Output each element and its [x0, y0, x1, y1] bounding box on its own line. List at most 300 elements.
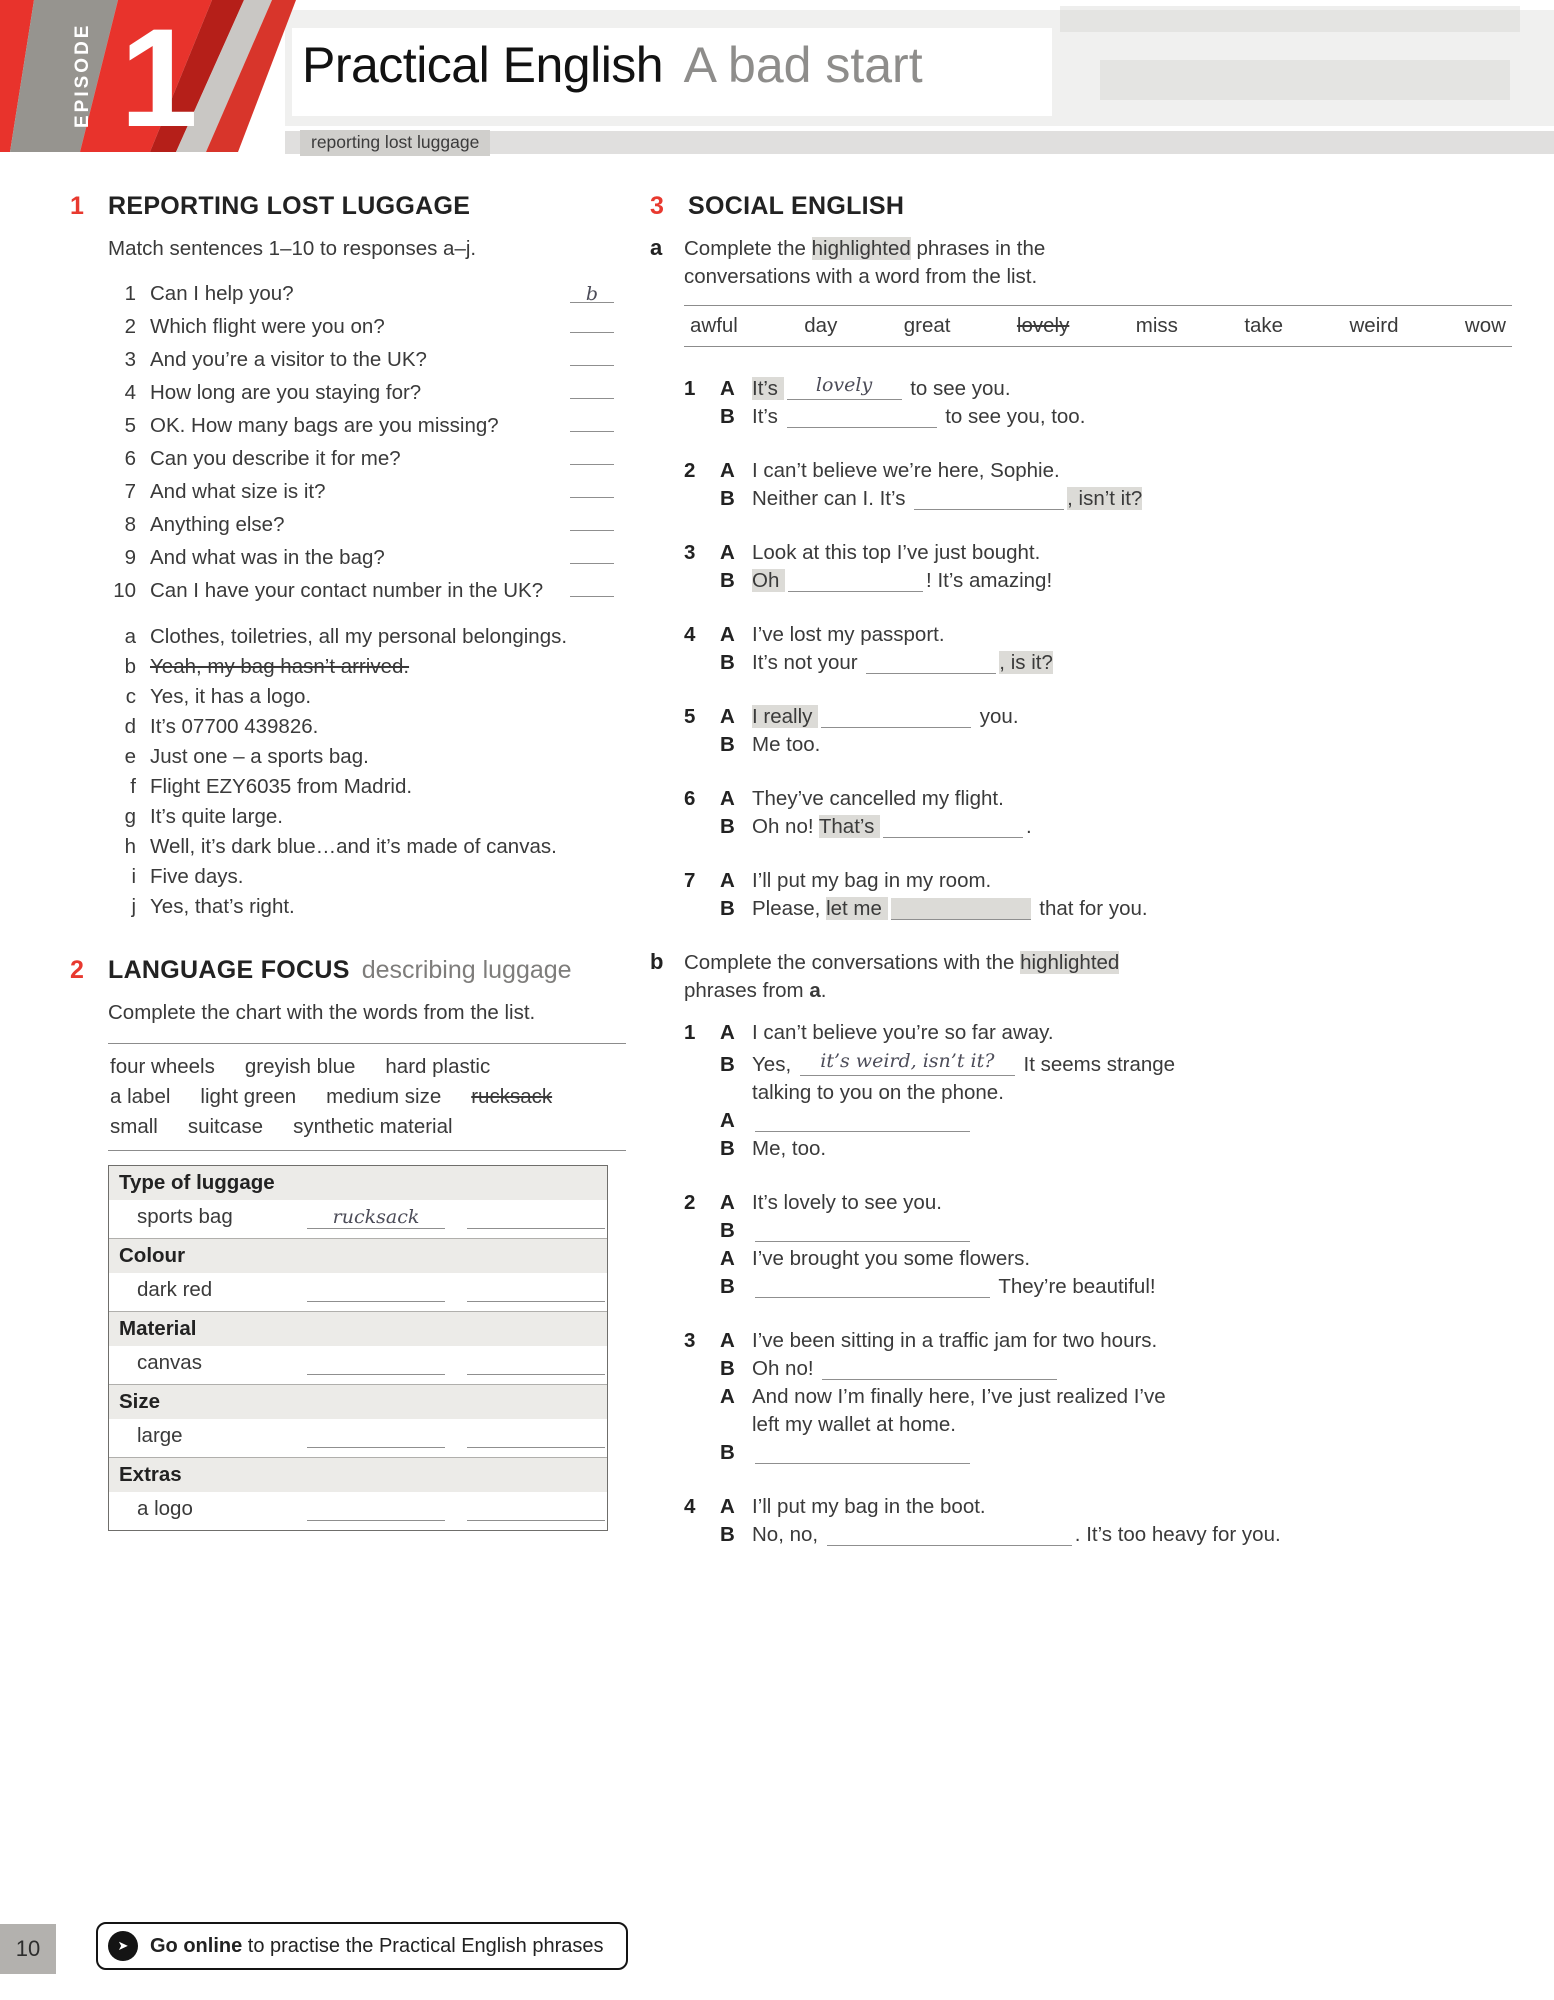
dialog — [684, 867, 1512, 923]
speaker-label: A — [720, 1191, 735, 1214]
page-number: 10 — [0, 1924, 56, 1974]
text-segment: I’ve been sitting in a traffic jam for two hours. — [752, 1329, 1158, 1352]
speaker-label: B — [720, 651, 735, 674]
dialog-number: 7 — [684, 869, 696, 892]
word-list-line — [110, 1112, 624, 1142]
text-segment: No, no, — [752, 1523, 824, 1546]
dialog-text — [752, 1245, 1512, 1273]
word-item: lovely — [1016, 314, 1070, 337]
dialog-text — [752, 1327, 1512, 1355]
dialog-line — [684, 1439, 1512, 1467]
section2-number: 2 — [70, 956, 84, 984]
dialog-line — [684, 731, 1512, 759]
text-segment: Oh — [752, 569, 786, 592]
text-segment: , is it? — [999, 651, 1053, 674]
dialog-text — [752, 371, 1512, 403]
dialog-line — [684, 1107, 1512, 1135]
word-item: four wheels — [110, 1055, 215, 1078]
speaker-label: A — [720, 541, 735, 564]
dialog — [684, 371, 1512, 431]
dialog-number: 2 — [684, 459, 696, 482]
dialog-text — [752, 731, 1512, 759]
text-segment: I really — [752, 705, 819, 728]
dialog-number: 2 — [684, 1191, 696, 1214]
section3-heading — [650, 192, 1512, 221]
speaker-label: B — [720, 1219, 735, 1242]
dialog-text — [752, 1273, 1512, 1301]
dialog-number: 3 — [684, 1329, 696, 1352]
dialog-number: 1 — [684, 1021, 696, 1044]
match-answer-blank — [570, 441, 614, 465]
text-segment: They’re beautiful! — [993, 1275, 1156, 1298]
question-text: And what size is it? — [150, 480, 326, 503]
dialog-line — [684, 703, 1512, 731]
dialog — [684, 1493, 1512, 1549]
text-segment: phrases from — [684, 979, 810, 1002]
dialog-line — [684, 895, 1512, 923]
question-number: 3 — [124, 348, 136, 371]
dialog-line — [684, 1355, 1512, 1383]
text-segment: It’s lovely to see you. — [752, 1191, 942, 1214]
chart-blank — [467, 1497, 605, 1521]
dialog-line — [684, 1245, 1512, 1273]
speaker-label: A — [720, 459, 735, 482]
dialog-line — [684, 485, 1512, 513]
response-row — [108, 712, 614, 742]
part-a-body — [684, 305, 1512, 923]
response-row — [108, 682, 614, 712]
speaker-label: B — [720, 1053, 735, 1076]
chart-blank — [307, 1424, 445, 1448]
response-text: Clothes, toiletries, all my personal belongings. — [150, 625, 568, 648]
text-segment: Oh no! — [752, 815, 819, 838]
part-a-label: a — [650, 235, 663, 260]
text-segment: I can’t believe you’re so far away. — [752, 1021, 1054, 1044]
text-segment: . — [820, 979, 827, 1002]
word-item: greyish blue — [244, 1055, 356, 1078]
speaker-label: A — [720, 1385, 735, 1408]
question-text: Anything else? — [150, 513, 285, 536]
chart-data-row — [109, 1200, 607, 1238]
text-segment: . — [1026, 815, 1032, 838]
text-segment: Complete the — [684, 237, 812, 260]
dialog — [684, 621, 1512, 677]
chart-example: dark red — [137, 1278, 213, 1301]
speaker-label: A — [720, 1329, 735, 1352]
dialog-text — [752, 1135, 1512, 1163]
match-answer-blank — [570, 507, 614, 531]
go-online-banner — [96, 1922, 628, 1970]
speaker-label: A — [720, 623, 735, 646]
dialog — [684, 539, 1512, 595]
question-number: 4 — [124, 381, 136, 404]
text-segment: Me too. — [752, 733, 821, 756]
text-segment: Neither can I. It’s — [752, 487, 912, 510]
dialog-line — [684, 1273, 1512, 1301]
dialog-text — [752, 703, 1512, 731]
text-segment: And now I’m finally here, I’ve just realized I’ve — [752, 1385, 1166, 1408]
dialog-line — [684, 813, 1512, 841]
dialog-text — [752, 813, 1512, 841]
chart-blank — [467, 1351, 605, 1375]
chart-blank — [467, 1205, 605, 1229]
answer-blank — [822, 1358, 1057, 1380]
chart-data-row — [109, 1273, 607, 1311]
dialog-text — [752, 1355, 1512, 1383]
text-segment: let me — [826, 897, 888, 920]
question-text: And you’re a visitor to the UK? — [150, 348, 427, 371]
dialog-line — [684, 867, 1512, 895]
episode-label: EPISODE — [72, 22, 93, 128]
question-row — [108, 342, 614, 375]
text-segment: to see you, too. — [939, 405, 1086, 428]
dialog-line — [684, 1189, 1512, 1217]
chart-blank — [467, 1424, 605, 1448]
text-segment: I’ll put my bag in the boot. — [752, 1495, 986, 1518]
dialog-number: 3 — [684, 541, 696, 564]
go-online-rest: to practise the Practical English phrases — [242, 1934, 604, 1957]
text-segment: Oh no! — [752, 1357, 820, 1380]
dialog-number: 4 — [684, 623, 696, 646]
response-letter: f — [130, 775, 136, 798]
dialog-text — [752, 1217, 1512, 1245]
answer-blank — [866, 652, 996, 674]
question-row — [108, 507, 614, 540]
chart-example: canvas — [137, 1351, 202, 1374]
speaker-label: A — [720, 377, 735, 400]
section3-title: SOCIAL ENGLISH — [688, 192, 905, 220]
text-segment: They’ve cancelled my flight. — [752, 787, 1004, 810]
right-column — [650, 192, 1512, 1575]
match-answer-blank — [570, 573, 614, 597]
question-text: Can I help you? — [150, 282, 294, 305]
word-item: a label — [110, 1085, 171, 1108]
speaker-label: B — [720, 1523, 735, 1546]
match-answer-blank: b — [570, 279, 614, 303]
word-item: day — [804, 314, 838, 337]
speaker-label: B — [720, 815, 735, 838]
text-segment: It’s not your — [752, 651, 864, 674]
match-answer-blank — [570, 408, 614, 432]
response-text: Five days. — [150, 865, 244, 888]
answer-blank — [821, 706, 971, 728]
chart-header-row: Size — [109, 1384, 607, 1419]
text-segment: , isn’t it? — [1067, 487, 1143, 510]
episode-number: 1 — [120, 0, 198, 152]
text-segment: I can’t believe we’re here, Sophie. — [752, 459, 1060, 482]
question-text: Can you describe it for me? — [150, 447, 401, 470]
dialog-text — [752, 567, 1512, 595]
dialog — [684, 1189, 1512, 1301]
dialog-number: 1 — [684, 377, 696, 400]
word-item: small — [110, 1115, 158, 1138]
response-row — [108, 892, 614, 922]
dialog-text — [752, 1019, 1512, 1047]
dialog-text — [752, 457, 1512, 485]
response-text: Flight EZY6035 from Madrid. — [150, 775, 413, 798]
speaker-label: A — [720, 1247, 735, 1270]
speaker-label: B — [720, 733, 735, 756]
dialog-text — [752, 539, 1512, 567]
dialog-line — [684, 1135, 1512, 1163]
chart-blank — [307, 1497, 445, 1521]
dialog-line — [684, 371, 1512, 403]
speaker-label: A — [720, 1021, 735, 1044]
speaker-label: B — [720, 1441, 735, 1464]
section1-instruction: Match sentences 1–10 to responses a–j. — [108, 237, 477, 260]
dialog-text — [752, 895, 1512, 923]
speaker-label: A — [720, 869, 735, 892]
part-a-word-list — [684, 305, 1512, 347]
question-row — [108, 408, 614, 441]
page-title — [302, 36, 923, 94]
part-a-heading — [650, 235, 1512, 291]
dialog-text — [752, 403, 1512, 431]
speaker-label: B — [720, 487, 735, 510]
question-number: 6 — [124, 447, 136, 470]
question-text: And what was in the bag? — [150, 546, 385, 569]
chart-header-row: Extras — [109, 1457, 607, 1492]
response-text: Yeah, my bag hasn’t arrived. — [150, 655, 410, 678]
answer-blank — [883, 816, 1023, 838]
part-a-dialogs — [684, 371, 1512, 923]
word-item: rucksack — [471, 1085, 553, 1108]
text-segment: It’s — [752, 405, 784, 428]
match-answer-blank — [570, 309, 614, 333]
answer-blank — [755, 1220, 970, 1242]
chart-data-row — [109, 1492, 607, 1530]
dialog-text — [752, 1189, 1512, 1217]
match-answer-blank — [570, 540, 614, 564]
match-answer-blank — [570, 342, 614, 366]
question-row — [108, 474, 614, 507]
dialog-line — [684, 403, 1512, 431]
dialog-text — [752, 785, 1512, 813]
topic-tag: reporting lost luggage — [300, 130, 490, 156]
dialog-text — [752, 649, 1512, 677]
section1-heading — [70, 192, 626, 221]
chart-data-row — [109, 1346, 607, 1384]
response-row — [108, 622, 614, 652]
match-answer-blank — [570, 474, 614, 498]
dialog-text — [752, 621, 1512, 649]
matching-questions-list — [108, 279, 626, 606]
handwritten-answer: it’s weird, isn’t it? — [800, 1047, 1015, 1076]
question-number: 7 — [124, 480, 136, 503]
text-segment: It’s — [752, 377, 784, 400]
text-segment: left my wallet at home. — [752, 1413, 956, 1436]
chart-header-row: Type of luggage — [109, 1166, 607, 1200]
dialog-text — [752, 1107, 1512, 1135]
speaker-label: A — [720, 705, 735, 728]
text-segment: Please, — [752, 897, 827, 920]
text-segment: highlighted — [811, 237, 911, 260]
text-segment: It seems strange — [1017, 1053, 1176, 1076]
go-online-bold: Go online — [150, 1934, 243, 1957]
page-title-sub: A bad start — [683, 37, 923, 93]
response-text: Just one – a sports bag. — [150, 745, 369, 768]
text-segment: to see you. — [904, 377, 1011, 400]
question-row — [108, 540, 614, 573]
answer-blank — [827, 1524, 1072, 1546]
answer-blank — [755, 1276, 990, 1298]
chart-example: sports bag — [137, 1205, 233, 1228]
answer-blank — [755, 1110, 970, 1132]
answer-blank — [914, 488, 1064, 510]
answer-blank — [787, 406, 937, 428]
response-letter: b — [124, 655, 136, 678]
dialog-text — [752, 867, 1512, 895]
question-row — [108, 375, 614, 408]
dialog-line — [684, 785, 1512, 813]
dialog — [684, 785, 1512, 841]
part-b-body — [684, 1019, 1512, 1549]
text-segment: a — [809, 979, 821, 1002]
word-item: suitcase — [187, 1115, 264, 1138]
response-row — [108, 652, 614, 682]
speaker-label: A — [720, 1495, 735, 1518]
question-number: 9 — [124, 546, 136, 569]
text-segment: ! It’s amazing! — [926, 569, 1053, 592]
response-letter: c — [125, 685, 136, 708]
scan-smudge — [1060, 6, 1520, 32]
chart-blank: rucksack — [307, 1205, 445, 1229]
speaker-label: B — [720, 569, 735, 592]
chart-blank — [467, 1278, 605, 1302]
speaker-label: B — [720, 897, 735, 920]
dialog-number: 4 — [684, 1495, 696, 1518]
response-letter: g — [124, 805, 136, 828]
chart-blank — [307, 1351, 445, 1375]
question-number: 8 — [124, 513, 136, 536]
part-b-instruction — [684, 949, 1512, 1005]
text-segment: Look at this top I’ve just bought. — [752, 541, 1041, 564]
matching-responses-list — [108, 622, 626, 922]
response-row — [108, 772, 614, 802]
text-segment: talking to you on the phone. — [752, 1081, 1004, 1104]
dialog-line — [684, 1327, 1512, 1355]
dialog-number: 5 — [684, 705, 696, 728]
section2-word-list — [108, 1043, 626, 1151]
question-number: 5 — [124, 414, 136, 437]
dialog-text — [752, 1439, 1512, 1467]
dialog-line — [684, 1493, 1512, 1521]
dialog-line — [684, 457, 1512, 485]
dialog-line — [684, 621, 1512, 649]
word-item: synthetic material — [293, 1115, 453, 1138]
response-letter: i — [131, 865, 136, 888]
dialog-line — [684, 567, 1512, 595]
section2-subtitle: describing luggage — [361, 956, 572, 984]
part-a-instruction — [684, 235, 1512, 291]
text-segment: you. — [974, 705, 1019, 728]
dialog-text — [752, 1521, 1512, 1549]
question-number: 2 — [124, 315, 136, 338]
word-item: take — [1244, 314, 1284, 337]
question-text: Which flight were you on? — [150, 315, 385, 338]
section1-number: 1 — [70, 192, 84, 220]
dialog-line — [684, 1521, 1512, 1549]
response-letter: d — [124, 715, 136, 738]
response-row — [108, 832, 614, 862]
dialog — [684, 1019, 1512, 1163]
text-segment: conversations with a word from the list. — [684, 265, 1038, 288]
word-item: miss — [1135, 314, 1178, 337]
question-text: How long are you staying for? — [150, 381, 422, 404]
dialog-line — [684, 1217, 1512, 1245]
question-number: 10 — [113, 579, 136, 602]
section2-heading — [70, 956, 626, 985]
word-item: light green — [200, 1085, 297, 1108]
dialog-number: 6 — [684, 787, 696, 810]
section1-title: REPORTING LOST LUGGAGE — [108, 192, 471, 220]
section2-instruction: Complete the chart with the words from the list. — [108, 1001, 536, 1024]
part-b-label: b — [650, 949, 664, 974]
text-segment: Me, too. — [752, 1137, 827, 1160]
match-answer-blank — [570, 375, 614, 399]
response-letter: e — [124, 745, 136, 768]
speaker-label: B — [720, 1275, 735, 1298]
response-row — [108, 742, 614, 772]
text-segment: That’s — [818, 815, 881, 838]
question-row — [108, 309, 614, 342]
word-item: wow — [1464, 314, 1506, 337]
chart-data-row — [109, 1419, 607, 1457]
speaker-label: B — [720, 405, 735, 428]
chart-example: a logo — [137, 1497, 193, 1520]
response-letter: a — [124, 625, 136, 648]
answer-blank — [755, 1442, 970, 1464]
speaker-label: A — [720, 787, 735, 810]
word-item: hard plastic — [385, 1055, 491, 1078]
chart-blank — [307, 1278, 445, 1302]
response-text: Yes, it has a logo. — [150, 685, 312, 708]
text-segment: . It’s too heavy for you. — [1074, 1523, 1281, 1546]
text-segment: I’ve lost my passport. — [752, 623, 945, 646]
word-list-line — [110, 1052, 624, 1082]
question-row — [108, 279, 614, 309]
page-title-main: Practical English — [302, 37, 664, 93]
word-item: medium size — [326, 1085, 442, 1108]
response-row — [108, 862, 614, 892]
luggage-chart — [108, 1165, 608, 1531]
word-item: awful — [690, 314, 738, 337]
dialog-line — [684, 1047, 1512, 1107]
part-b-dialogs — [684, 1019, 1512, 1549]
response-row — [108, 802, 614, 832]
dialog-text — [752, 1047, 1512, 1107]
text-segment: highlighted — [1020, 951, 1120, 974]
response-text: It’s 07700 439826. — [150, 715, 319, 738]
dialog — [684, 457, 1512, 513]
dialog-text — [752, 485, 1512, 513]
response-text: It’s quite large. — [150, 805, 283, 828]
question-row — [108, 441, 614, 474]
dialog — [684, 703, 1512, 759]
speaker-label: B — [720, 1137, 735, 1160]
word-item: weird — [1349, 314, 1399, 337]
question-text: Can I have your contact number in the UK? — [150, 579, 544, 602]
go-online-icon: ➤ — [108, 1931, 138, 1961]
question-number: 1 — [124, 282, 136, 305]
handwritten-answer: lovely — [787, 371, 902, 400]
response-letter: j — [131, 895, 136, 918]
dialog — [684, 1327, 1512, 1467]
episode-banner-graphic — [0, 0, 300, 152]
question-text: OK. How many bags are you missing? — [150, 414, 499, 437]
dialog-line — [684, 1383, 1512, 1439]
scan-smudge — [1100, 60, 1510, 100]
